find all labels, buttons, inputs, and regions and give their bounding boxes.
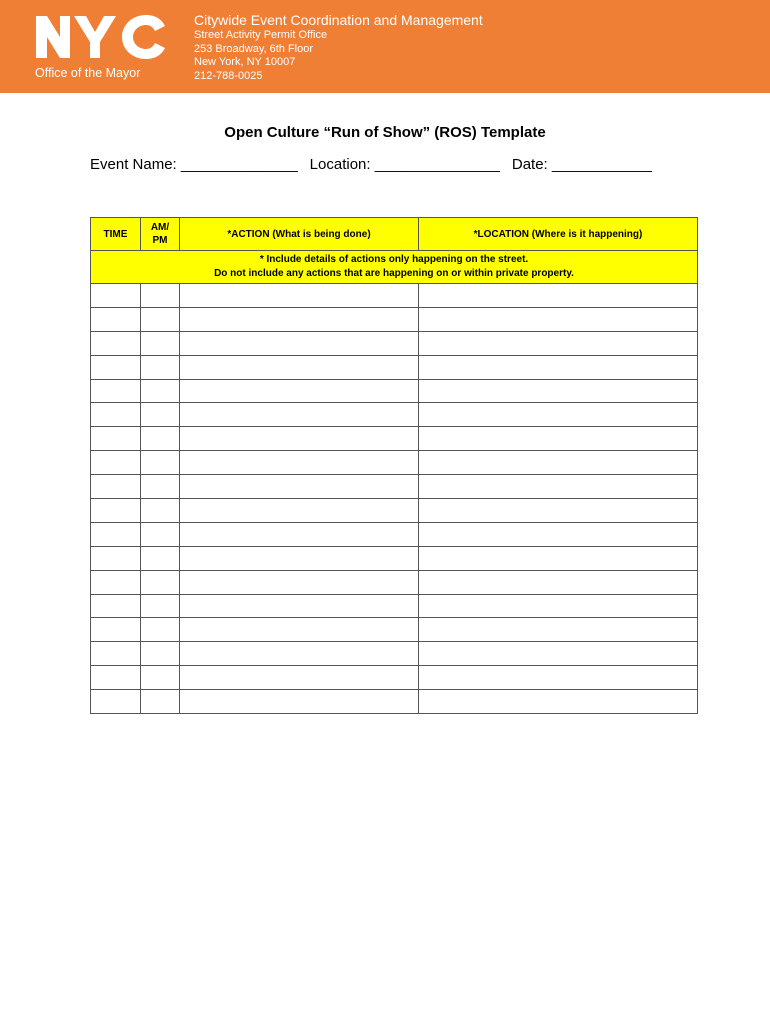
header-banner <box>0 0 770 93</box>
table-row <box>91 499 698 523</box>
location-cell[interactable] <box>419 522 698 546</box>
table-row <box>91 642 698 666</box>
time-cell[interactable] <box>91 666 141 690</box>
ampm-cell[interactable] <box>141 355 180 379</box>
time-cell[interactable] <box>91 475 141 499</box>
time-cell[interactable] <box>91 451 141 475</box>
action-cell[interactable] <box>180 522 419 546</box>
ampm-cell[interactable] <box>141 379 180 403</box>
action-cell[interactable] <box>180 379 419 403</box>
time-cell[interactable] <box>91 594 141 618</box>
action-cell[interactable] <box>180 451 419 475</box>
action-cell[interactable] <box>180 570 419 594</box>
location-cell[interactable] <box>419 403 698 427</box>
column-header-action: *ACTION (What is being done) <box>180 218 419 251</box>
location-cell[interactable] <box>419 331 698 355</box>
ampm-cell[interactable] <box>141 403 180 427</box>
ampm-cell[interactable] <box>141 451 180 475</box>
table-row <box>91 379 698 403</box>
action-cell[interactable] <box>180 284 419 308</box>
location-cell[interactable] <box>419 307 698 331</box>
logo-caption: Office of the Mayor <box>35 66 141 80</box>
action-cell[interactable] <box>180 666 419 690</box>
table-row <box>91 355 698 379</box>
action-cell[interactable] <box>180 642 419 666</box>
time-cell[interactable] <box>91 403 141 427</box>
location-cell[interactable] <box>419 355 698 379</box>
table-row <box>91 594 698 618</box>
location-cell[interactable] <box>419 666 698 690</box>
ampm-cell[interactable] <box>141 690 180 714</box>
table-row <box>91 666 698 690</box>
time-cell[interactable] <box>91 331 141 355</box>
event-name-field[interactable]: Event Name: ______________ <box>90 156 298 173</box>
table-row <box>91 618 698 642</box>
run-of-show-table <box>90 217 698 714</box>
action-cell[interactable] <box>180 499 419 523</box>
table-row <box>91 427 698 451</box>
action-cell[interactable] <box>180 403 419 427</box>
table-header-row <box>91 218 698 251</box>
action-cell[interactable] <box>180 307 419 331</box>
location-cell[interactable] <box>419 570 698 594</box>
instruction-line-2: Do not include any actions that are happening on or within private property. <box>214 268 574 279</box>
location-cell[interactable] <box>419 379 698 403</box>
location-cell[interactable] <box>419 427 698 451</box>
instruction-note <box>91 251 698 284</box>
table-row <box>91 570 698 594</box>
location-field[interactable]: Location: _______________ <box>309 156 500 173</box>
office-name: Street Activity Permit Office <box>194 29 328 41</box>
action-cell[interactable] <box>180 690 419 714</box>
ampm-cell[interactable] <box>141 666 180 690</box>
org-info <box>194 11 483 83</box>
table-row <box>91 475 698 499</box>
action-cell[interactable] <box>180 331 419 355</box>
table-row <box>91 546 698 570</box>
time-cell[interactable] <box>91 522 141 546</box>
instruction-line-1: * Include details of actions only happening on the street. <box>259 254 529 265</box>
column-header-location: *LOCATION (Where is it happening) <box>419 218 698 251</box>
location-cell[interactable] <box>419 499 698 523</box>
location-cell[interactable] <box>419 284 698 308</box>
ampm-cell[interactable] <box>141 546 180 570</box>
action-cell[interactable] <box>180 594 419 618</box>
column-header-time: TIME <box>91 218 141 251</box>
address-line-1: 253 Broadway, 6th Floor <box>194 42 314 55</box>
time-cell[interactable] <box>91 307 141 331</box>
ampm-cell[interactable] <box>141 331 180 355</box>
ampm-cell[interactable] <box>141 499 180 523</box>
table-row <box>91 331 698 355</box>
document-title: Open Culture “Run of Show” (ROS) Template <box>224 124 546 141</box>
address-line-2: New York, NY 10007 <box>194 56 296 68</box>
time-cell[interactable] <box>91 427 141 451</box>
column-header-ampm <box>141 218 180 251</box>
location-cell[interactable] <box>419 690 698 714</box>
instruction-row <box>91 251 698 284</box>
org-name: Citywide Event Coordination and Management <box>194 12 483 28</box>
table-row <box>91 522 698 546</box>
action-cell[interactable] <box>180 427 419 451</box>
action-cell[interactable] <box>180 546 419 570</box>
ampm-cell[interactable] <box>141 570 180 594</box>
time-cell[interactable] <box>91 546 141 570</box>
time-cell[interactable] <box>91 355 141 379</box>
table-row <box>91 451 698 475</box>
ampm-cell[interactable] <box>141 618 180 642</box>
ampm-cell[interactable] <box>141 284 180 308</box>
time-cell[interactable] <box>91 570 141 594</box>
location-cell[interactable] <box>419 594 698 618</box>
time-cell[interactable] <box>91 379 141 403</box>
ampm-cell[interactable] <box>141 642 180 666</box>
location-cell[interactable] <box>419 642 698 666</box>
ampm-line-2: PM <box>152 235 168 246</box>
time-cell[interactable] <box>91 690 141 714</box>
location-cell[interactable] <box>419 546 698 570</box>
table-row <box>91 403 698 427</box>
ampm-cell[interactable] <box>141 522 180 546</box>
table-row <box>91 284 698 308</box>
time-cell[interactable] <box>91 618 141 642</box>
time-cell[interactable] <box>91 499 141 523</box>
location-cell[interactable] <box>419 475 698 499</box>
ampm-cell[interactable] <box>141 307 180 331</box>
action-cell[interactable] <box>180 618 419 642</box>
phone-number: 212-788-0025 <box>194 69 263 82</box>
location-cell[interactable] <box>419 618 698 642</box>
ampm-cell[interactable] <box>141 594 180 618</box>
action-cell[interactable] <box>180 475 419 499</box>
ampm-cell[interactable] <box>141 475 180 499</box>
action-cell[interactable] <box>180 355 419 379</box>
table-row <box>91 307 698 331</box>
event-fields <box>90 156 652 173</box>
ampm-cell[interactable] <box>141 427 180 451</box>
location-cell[interactable] <box>419 451 698 475</box>
time-cell[interactable] <box>91 642 141 666</box>
ampm-line-1: AM/ <box>150 222 170 233</box>
nyc-logo <box>34 12 168 62</box>
date-field[interactable]: Date: ____________ <box>511 156 652 173</box>
table-row <box>91 690 698 714</box>
time-cell[interactable] <box>91 284 141 308</box>
